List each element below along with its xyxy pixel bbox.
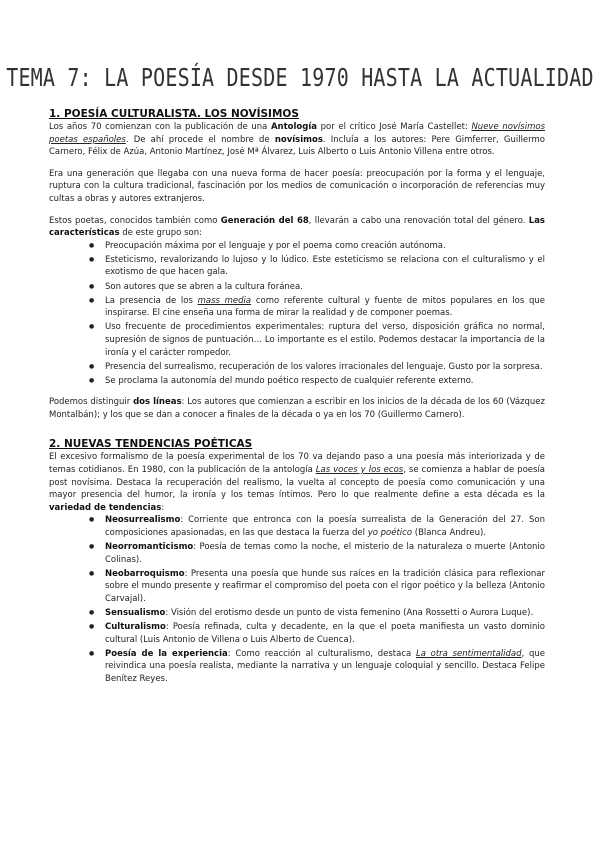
text-run: , que reivindica una poesía realista, mediante la narrativa y un lenguaje coloquial y sencillo. Destaca Felipe Benítez Reyes. (105, 648, 545, 685)
text-run: . Incluía a los autores: Pere Gimferrer, Guillermo Carnero, Félix de Azúa, Antonio Martínez, José Mª Álvarez, Luis Alberto o Luis Antonio Villena entre otros. (49, 134, 545, 158)
bold-text: Generación del 68 (220, 215, 309, 226)
text-run: : Como reacción al culturalismo, destaca (227, 648, 416, 659)
text-run: Era una generación que llegaba con una nueva forma de hacer poesía: preocupación por la forma y el lenguaje, ruptura con la cultura tradicional, fascinación por los medios de comunicación o incorporación de referencias muy cultas a obras y autores extranjeros. (49, 168, 545, 204)
text-run: : (161, 502, 165, 513)
section-2-heading: 2. NUEVAS TENDENCIAS POÉTICAS (49, 438, 253, 451)
text-run: por el crítico José María Castellet: (317, 122, 472, 132)
text-run: Se proclama la autonomía del mundo poético respecto de cualquier referente externo. (105, 375, 474, 386)
text-run: Esteticismo, revalorizando lo lujoso y lo lúdico. Este esteticismo se relaciona con el culturalismo y el exotismo de que hacen gala. (105, 254, 545, 278)
text-run: Son autores que se abren a la cultura foránea. (105, 281, 303, 292)
text-run: Los años 70 comienzan con la publicación de una (49, 122, 271, 132)
list-item (105, 295, 545, 320)
section-1-heading: 1. POESÍA CULTURALISTA. LOS NOVÍSIMOS (49, 108, 299, 120)
paragraph (49, 215, 545, 240)
text-run: de este grupo son: (119, 228, 202, 239)
section-1 (49, 108, 545, 421)
bold-text: dos líneas (133, 397, 182, 408)
paragraph (49, 451, 545, 514)
text-run: : Presenta una poesía que hunde sus raíces en la tradición clásica para reflexionar sobre el mundo presente y reafirmar el compromiso del poeta con el rigor poético y la belleza (Antonio Carvajal). (105, 568, 545, 604)
characteristics-list (49, 240, 545, 388)
paragraph (49, 168, 545, 206)
document-body (49, 108, 545, 695)
bold-text: Las características (49, 215, 545, 239)
text-run: : Visión del erotismo desde un punto de vista femenino (Ana Rossetti o Aurora Luque). (165, 608, 534, 619)
text-run: : Corriente que entronca con la poesía surrealista de la Generación del 27. Son composiciones apasionadas, en las que destaca la fuerza del (105, 515, 545, 539)
page-title: TEMA 7: LA POESÍA DESDE 1970 HASTA LA ACTUALIDAD (6, 62, 594, 92)
title-reference: Nueve novísimos poetas españoles (49, 122, 545, 145)
list-item (105, 568, 545, 606)
list-item (105, 648, 545, 686)
bold-text: Neorromanticismo (105, 542, 194, 553)
text-run: Podemos distinguir (49, 397, 134, 408)
text-run: Preocupación máxima por el lenguaje y por el poema como creación autónoma. (105, 240, 446, 251)
text-run: , se comienza a hablar de poesía post novísima. Destaca la recuperación del realismo, la vuelta al concepto de poesía como comunicación y una mayor presencia del humor, la ironía y los temas íntimos. Pero lo que realmente define a esta década es la (49, 465, 546, 501)
list-item (105, 321, 545, 359)
list-item (105, 607, 545, 620)
list-item (105, 361, 545, 374)
list-item (105, 254, 545, 279)
bold-text: Neosurrealismo (105, 515, 181, 526)
bold-text: Antología (270, 122, 317, 132)
text-run: Estos poetas, conocidos también como (49, 215, 221, 226)
title-reference: Las voces y los ecos (315, 465, 404, 476)
bold-text: Poesía de la experiencia (105, 648, 228, 659)
bold-text: Neobarroquismo (105, 568, 185, 579)
text-run: , llevarán a cabo una renovación total del género. (308, 215, 529, 226)
title-reference: mass media (197, 295, 252, 306)
italic-text: yo poético (367, 528, 413, 539)
section-2 (49, 438, 545, 685)
bold-text: variedad de tendencias (49, 502, 162, 513)
paragraph (49, 121, 545, 159)
bold-text: novísimos (274, 134, 323, 145)
text-run: : Poesía de temas como la noche, el misterio de la naturaleza o muerte (Antonio Colinas). (105, 542, 545, 565)
list-item (105, 375, 545, 388)
text-run: como referente cultural y fuente de mitos populares en los que inspirarse. El cine enseña una forma de mirar la realidad y de componer poemas. (105, 295, 545, 319)
text-run: Uso frecuente de procedimientos experimentales: ruptura del verso, disposición gráfica no normal, supresión de signos de puntuación… Lo importante es el estilo. Podemos destacar la importancia de la ironía y el carácter rompedor. (105, 322, 545, 358)
text-run: La presencia de los (105, 295, 198, 306)
list-item (105, 281, 545, 294)
bold-text: Sensualismo (105, 608, 166, 619)
list-item (105, 240, 545, 253)
title-reference: La otra sentimentalidad (415, 648, 522, 659)
list-item (105, 541, 545, 566)
list-item (105, 621, 545, 646)
text-run: : Poesía refinada, culta y decadente, en la que el poeta manifiesta un vasto dominio cultural (Luis Antonio de Villena o Luis Alberto de Cuenca). (105, 622, 545, 645)
paragraph (49, 396, 545, 421)
text-run: . De ahí procede el nombre de (125, 134, 275, 145)
text-run: (Blanca Andreu). (412, 528, 486, 539)
list-item (105, 514, 545, 539)
text-run: El excesivo formalismo de la poesía experimental de los 70 va dejando paso a una poesía más interiorizada y de temas cotidianos. En 1980, con la publicación de la antología (49, 452, 545, 476)
text-run: : Los autores que comienzan a escribir en los inicios de la década de los 60 (Vázquez Montalbán); y los que se dan a conocer a finales de la década o ya en los 70 (Guillermo Carnero). (49, 397, 545, 420)
tendencies-list (49, 514, 545, 685)
text-run: Presencia del surrealismo, recuperación de los valores irracionales del lenguaje. Gusto por la sorpresa. (105, 361, 543, 372)
bold-text: Culturalismo (105, 622, 166, 633)
